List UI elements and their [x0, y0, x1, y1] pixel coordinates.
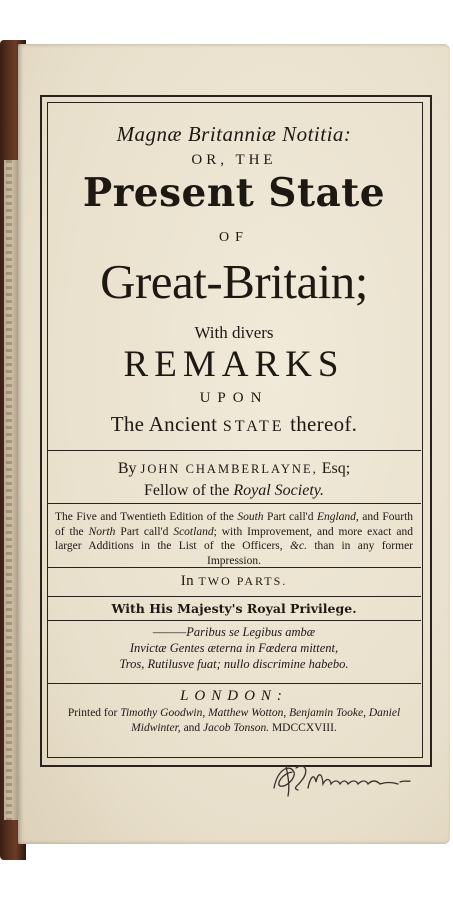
- title-ancient-state: [47, 412, 421, 437]
- imprint-printers-list: Timothy Goodwin, Matthew Wotton, Benjamin Tooke, Daniel Midwinter,: [120, 707, 401, 734]
- edition-text-6: than in any former Impression.: [207, 540, 414, 567]
- motto-line-2: Invictæ Gentes æterna in Fœdera mittent,: [129, 641, 339, 655]
- title-upon: UPON: [199, 390, 269, 406]
- author-line: [47, 458, 421, 480]
- edition-scotland: Scotland: [173, 525, 214, 538]
- ancient-text: The Ancient: [110, 412, 218, 436]
- edition-england: England,: [316, 511, 359, 523]
- imprint-year: MDCCXVIII.: [271, 722, 337, 734]
- rule-6: [47, 683, 421, 684]
- parts-line: [47, 573, 421, 590]
- motto-line-1: ———Paribus se Legibus ambæ: [152, 625, 316, 639]
- rule-4: [47, 596, 421, 597]
- latin-motto: [47, 624, 421, 672]
- latin-title: Magnæ Britanniæ Notitia:: [116, 122, 352, 146]
- parts-in: In: [180, 573, 195, 589]
- edition-text-2: Part call'd: [267, 511, 314, 523]
- author-society: Royal Society.: [233, 482, 324, 499]
- page-edges: [4, 160, 18, 820]
- ancient-state-word: STATE: [222, 418, 285, 435]
- rule-5: [47, 620, 421, 621]
- edition-text-5: ; with Improvement, and more exact and larger Additions in the List of the Officers,: [55, 525, 413, 552]
- author-by: By: [117, 460, 137, 477]
- handwritten-signature: [268, 758, 438, 802]
- title-of: OF: [219, 230, 249, 245]
- royal-privilege: With His Majesty's Royal Privilege.: [111, 601, 357, 616]
- author-fellow-line: [47, 480, 421, 501]
- imprint-printed-for: Printed for: [67, 707, 118, 719]
- edition-etc: &c.: [290, 540, 307, 552]
- imprint-tonson: Jacob Tonson.: [203, 722, 270, 734]
- edition-north: North: [88, 525, 116, 538]
- title-remarks: REMARKS: [123, 344, 345, 385]
- imprint-london: LONDON:: [180, 688, 288, 704]
- author-esq: Esq;: [321, 460, 351, 477]
- imprint-and: and: [183, 722, 201, 734]
- title-present-state: Present State: [82, 170, 386, 216]
- ancient-thereof: thereof.: [290, 412, 358, 436]
- title-great-britain: Great-Britain;: [100, 254, 368, 309]
- edition-statement: [47, 510, 421, 568]
- parts-two: TWO PARTS.: [198, 574, 288, 588]
- motto-line-3: Tros, Rutilusve fuat; nullo discrimine habebo.: [119, 657, 349, 671]
- author-block: [47, 458, 421, 501]
- edition-text-1: The Five and Twentieth Edition of the: [55, 511, 234, 523]
- imprint-printers: [47, 706, 421, 736]
- rule-3: [47, 567, 421, 568]
- edition-text-4: Part call'd: [120, 525, 169, 538]
- edition-south: South: [237, 511, 264, 523]
- title-or: OR, THE: [191, 152, 277, 168]
- author-fellow: Fellow of the: [144, 482, 230, 499]
- rule-2: [47, 503, 421, 504]
- rule-1: [47, 450, 421, 451]
- edition-text-3: and Fourth of the: [55, 511, 414, 538]
- title-with-divers: With divers: [194, 323, 274, 342]
- author-name: JOHN CHAMBERLAYNE,: [140, 462, 318, 476]
